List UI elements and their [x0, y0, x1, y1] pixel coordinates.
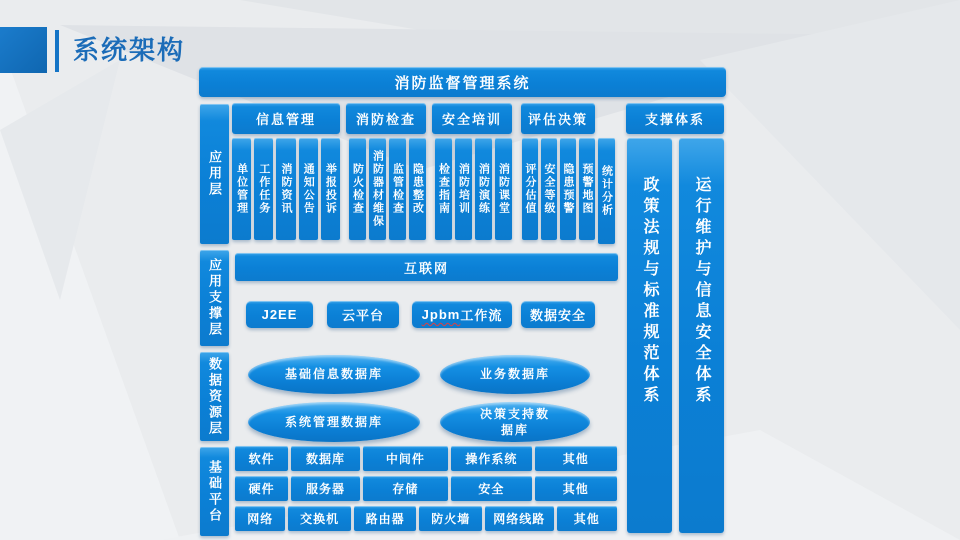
group-info-management: [232, 0, 340, 240]
group-header-safety-training: 安全培训: [432, 103, 512, 134]
app-item: 预警地图: [579, 138, 595, 240]
app-item: 安全等级: [541, 138, 557, 240]
internet-bar: 互联网: [235, 253, 618, 281]
tech-box-data-security: 数据安全: [521, 301, 595, 328]
group-evaluation-decision: [521, 0, 595, 240]
group-header-evaluation-decision: 评估决策: [521, 103, 595, 134]
platform-cell: 防火墙: [419, 506, 482, 531]
group-items-fire-inspection: [349, 138, 426, 240]
platform-cell: 硬件: [235, 476, 288, 501]
title-accent-bar: [55, 30, 59, 72]
app-item: 通知公告: [299, 138, 318, 240]
app-item-statistics: 统计分析: [598, 138, 615, 244]
jpbm-label-en: Jpbm: [421, 307, 461, 322]
database-ellipse-system-management: 系统管理数据库: [248, 402, 420, 442]
platform-cell: 操作系统: [451, 446, 531, 471]
tech-box-cloud-platform: 云平台: [327, 301, 399, 328]
platform-row-software: [235, 446, 617, 471]
platform-cell: 网络: [235, 506, 285, 531]
group-header-support-system: 支撑体系: [626, 103, 724, 134]
app-item: 消防培训: [455, 138, 472, 240]
platform-cell: 安全: [451, 476, 531, 501]
slide-accent-square: [0, 27, 47, 73]
app-item: 举报投诉: [321, 138, 340, 240]
group-fire-inspection: [346, 0, 426, 240]
page-title: 系统架构: [73, 35, 186, 65]
support-pillar-policy-standards: 政策法规与标准规范体系: [627, 138, 672, 533]
app-item: 隐患整改: [409, 138, 426, 240]
app-item: 隐患预警: [560, 138, 576, 240]
database-ellipse-business: 业务数据库: [440, 355, 590, 394]
layer-label-base-platform: 基础平台: [200, 447, 229, 536]
platform-row-hardware: [235, 476, 617, 501]
app-item: 防火检查: [349, 138, 366, 240]
app-item: 消防资讯: [276, 138, 295, 240]
platform-cell: 网络线路: [485, 506, 554, 531]
app-item: 检查指南: [435, 138, 452, 240]
platform-row-network: [235, 506, 617, 531]
platform-cell: 路由器: [354, 506, 417, 531]
platform-cell: 数据库: [291, 446, 359, 471]
app-item: 工作任务: [254, 138, 273, 240]
tech-box-j2ee: J2EE: [246, 301, 313, 328]
layer-label-application: 应用层: [200, 104, 229, 244]
database-ellipse-basic-info: 基础信息数据库: [248, 355, 420, 394]
app-item: 评分估值: [522, 138, 538, 240]
platform-cell: 软件: [235, 446, 288, 471]
app-item: 监管检查: [389, 138, 406, 240]
platform-cell: 服务器: [291, 476, 359, 501]
database-ellipse-decision-support: [440, 402, 590, 442]
group-header-info-management: 信息管理: [232, 103, 340, 134]
group-items-safety-training: [435, 138, 512, 240]
system-banner: 消防监督管理系统: [199, 67, 726, 97]
app-item: 单位管理: [232, 138, 251, 240]
group-items-evaluation-decision: [522, 138, 595, 240]
database-label: 决策支持数据库: [479, 406, 550, 437]
app-item: 消防器材维保: [369, 138, 386, 240]
jpbm-label-cn: 工作流: [460, 308, 503, 323]
group-safety-training: [432, 0, 512, 240]
platform-cell: 其他: [535, 476, 617, 501]
layer-label-data-resource: 数据资源层: [200, 352, 229, 441]
app-item: 消防课堂: [495, 138, 512, 240]
tech-box-jpbm-workflow: [412, 301, 512, 328]
platform-cell: 交换机: [288, 506, 351, 531]
group-items-info-management: [232, 138, 340, 240]
support-pillar-operation-security: 运行维护与信息安全体系: [679, 138, 724, 533]
platform-cell: 其他: [557, 506, 618, 531]
layer-label-app-support: 应用支撑层: [200, 250, 229, 346]
platform-cell: 中间件: [363, 446, 448, 471]
app-item: 消防演练: [475, 138, 492, 240]
group-header-fire-inspection: 消防检查: [346, 103, 426, 134]
platform-cell: 其他: [535, 446, 617, 471]
platform-cell: 存储: [363, 476, 448, 501]
